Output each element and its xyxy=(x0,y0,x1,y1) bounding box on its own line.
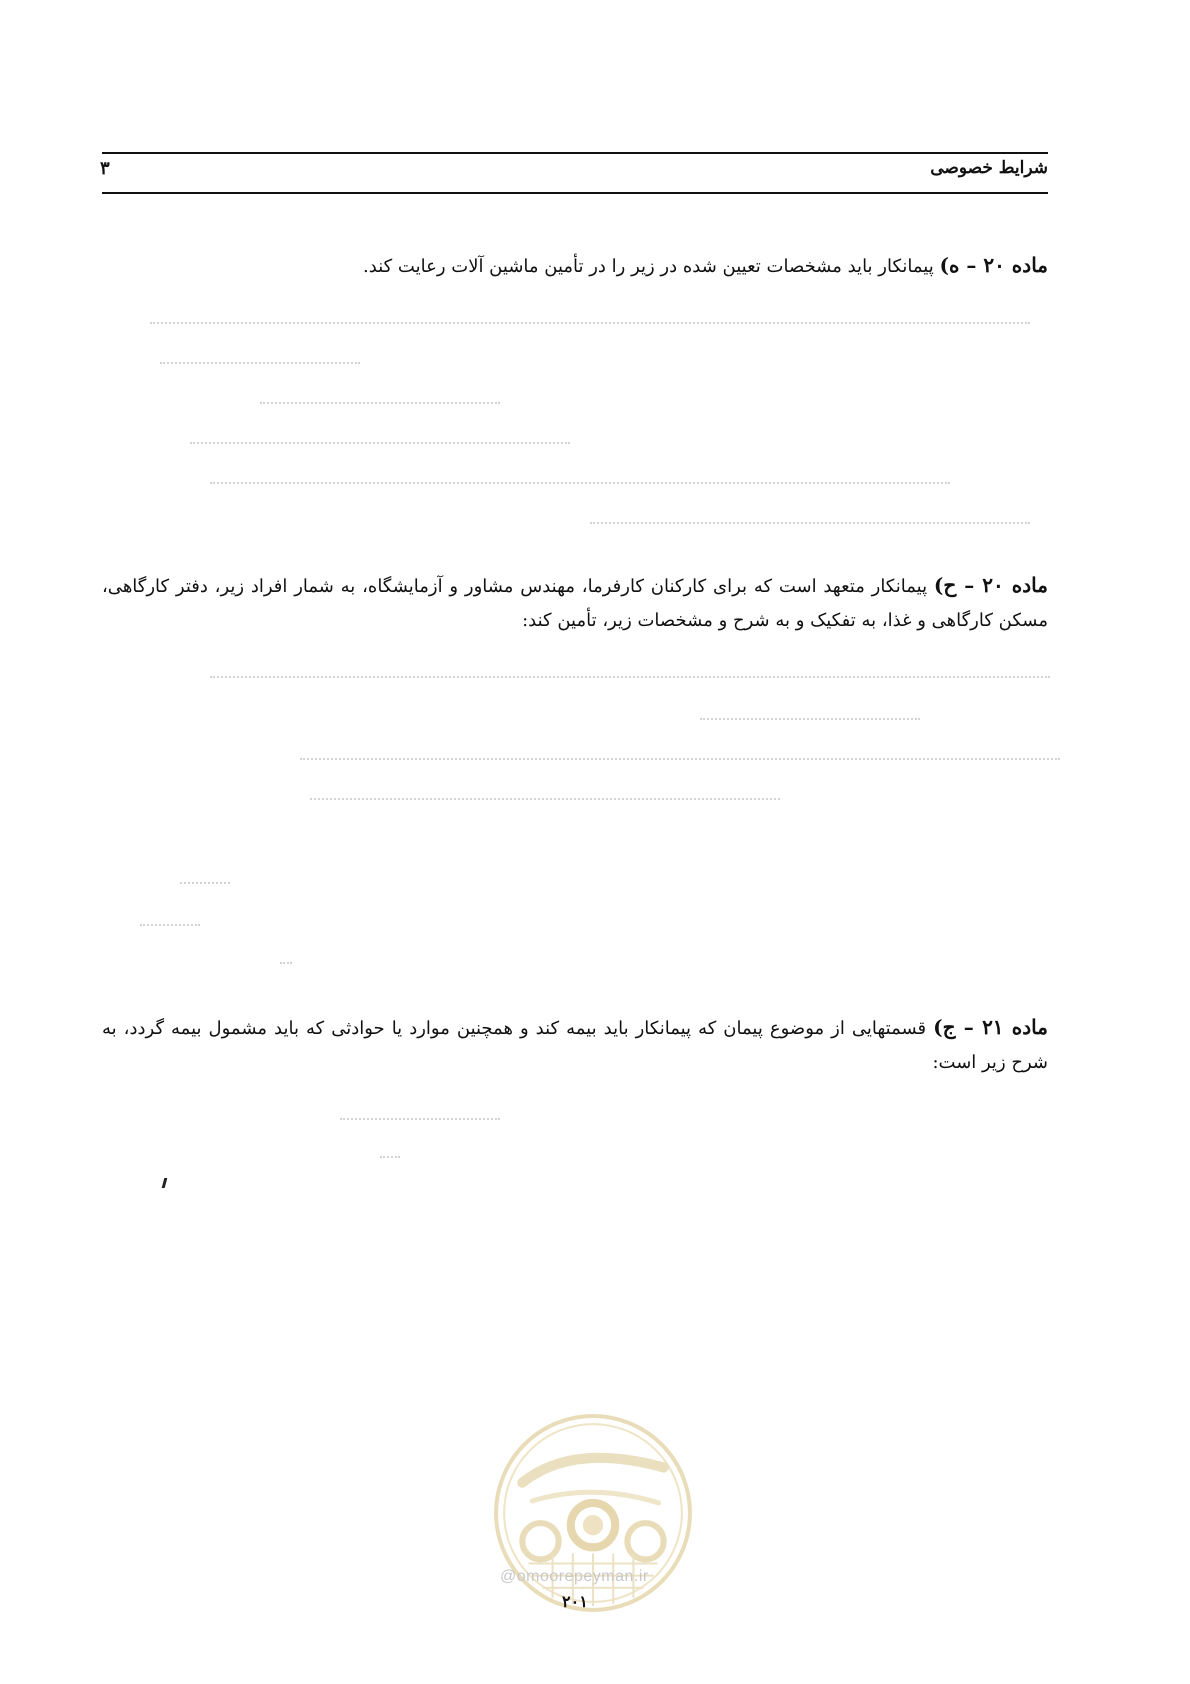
blank-line xyxy=(700,718,920,721)
blank-line xyxy=(260,402,500,405)
blank-line xyxy=(380,1156,400,1159)
article-text: قسمتهایی از موضوع پیمان که پیمانکار باید بیمه کند و همچنین موارد یا حوادثی که باید مشمول بیمه گردد، به شرح زیر است: xyxy=(102,1018,1048,1073)
article-21-j xyxy=(102,1010,1048,1080)
article-text: پیمانکار متعهد است که برای کارکنان کارفرما، مهندس مشاور و آزمایشگاه، به شمار افراد زیر، دفتر کارگاهی، مسکن کارگاهی و غذا، به تفکیک و به شرح و مشخصات زیر، تأمین کند: xyxy=(102,576,1048,631)
blank-line xyxy=(340,1118,500,1121)
article-text: پیمانکار باید مشخصات تعیین شده در زیر را در تأمین ماشین آلات رعایت کند. xyxy=(363,256,934,277)
blank-line xyxy=(180,882,230,885)
header-section-number: ۳ xyxy=(100,158,110,179)
blank-line xyxy=(210,482,950,485)
blank-line xyxy=(150,322,1030,325)
blank-line xyxy=(210,676,1050,679)
blank-line xyxy=(300,758,1060,761)
article-20-kh xyxy=(102,568,1048,638)
blank-line xyxy=(140,924,200,927)
blank-line xyxy=(310,798,780,801)
blank-line xyxy=(280,962,292,965)
header-rule-top xyxy=(102,152,1048,154)
article-20-h xyxy=(178,248,1048,284)
header-rule-bottom xyxy=(102,192,1048,194)
blank-line xyxy=(590,522,1030,525)
stray-mark xyxy=(162,1178,168,1188)
blank-line xyxy=(190,442,570,445)
watermark-url: @omoorepeyman.ir xyxy=(500,1568,649,1585)
article-label: ماده ۲۰ – ح) xyxy=(933,573,1048,597)
header-title: شرایط خصوصی xyxy=(930,158,1048,178)
blank-line xyxy=(160,362,360,365)
page-number: ۲۰۱ xyxy=(562,1592,588,1611)
article-label: ماده ۲۱ – ج) xyxy=(933,1015,1048,1039)
article-label: ماده ۲۰ – ه) xyxy=(939,253,1048,277)
